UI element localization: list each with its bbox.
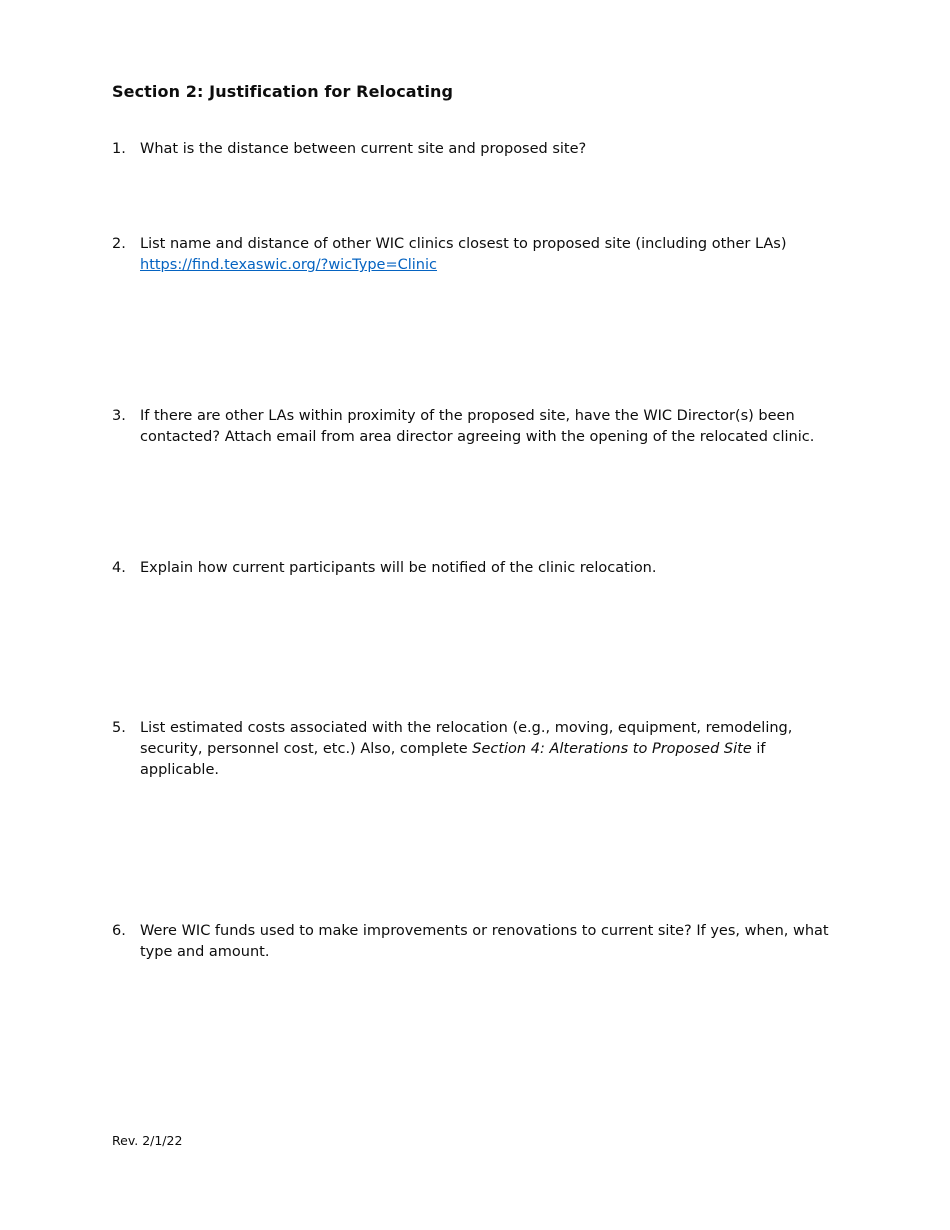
question-number: 3.: [112, 408, 126, 424]
question-text: [140, 718, 830, 781]
question-text-segment: Explain how current participants will be notified of the clinic relocation.: [140, 560, 657, 576]
questions-list: [112, 139, 842, 963]
question-text-segment: If there are other LAs within proximity of the proposed site, have the WIC Director(s) been contacted? Attach email from area director agreeing with the opening of the relocated clinic.: [140, 408, 815, 445]
question-number: 1.: [112, 141, 126, 157]
question-number: 2.: [112, 236, 126, 252]
question-text: [140, 234, 830, 276]
question-item: [112, 558, 842, 579]
question-text-segment: if applicable.: [140, 741, 766, 778]
question-item: [112, 718, 842, 781]
question-text-segment: What is the distance between current site and proposed site?: [140, 141, 587, 157]
question-item: [112, 234, 842, 276]
question-text: [140, 921, 830, 963]
question-text: [140, 139, 830, 160]
question-number: 6.: [112, 923, 126, 939]
question-text: [140, 558, 830, 579]
question-item: [112, 139, 842, 160]
question-text-segment: List estimated costs associated with the relocation (e.g., moving, equipment, remodeling, security, personnel cost, etc.) Also, complete: [140, 720, 793, 757]
question-text-segment: List name and distance of other WIC clinics closest to proposed site (including other LAs): [140, 236, 787, 252]
question-item: [112, 406, 842, 448]
revision-footer: Rev. 2/1/22: [112, 1133, 183, 1148]
question-number: 5.: [112, 720, 126, 736]
question-text-segment: Were WIC funds used to make improvements or renovations to current site? If yes, when, what type and amount.: [140, 923, 829, 960]
section-title: Section 2: Justification for Relocating: [112, 82, 454, 101]
question-item: [112, 921, 842, 963]
section4-italic-reference: Section 4: Alterations to Proposed Site: [472, 741, 752, 757]
wic-clinic-finder-link[interactable]: https://find.texaswic.org/?wicType=Clinic: [140, 257, 438, 273]
question-number: 4.: [112, 560, 126, 576]
question-text: [140, 406, 830, 448]
